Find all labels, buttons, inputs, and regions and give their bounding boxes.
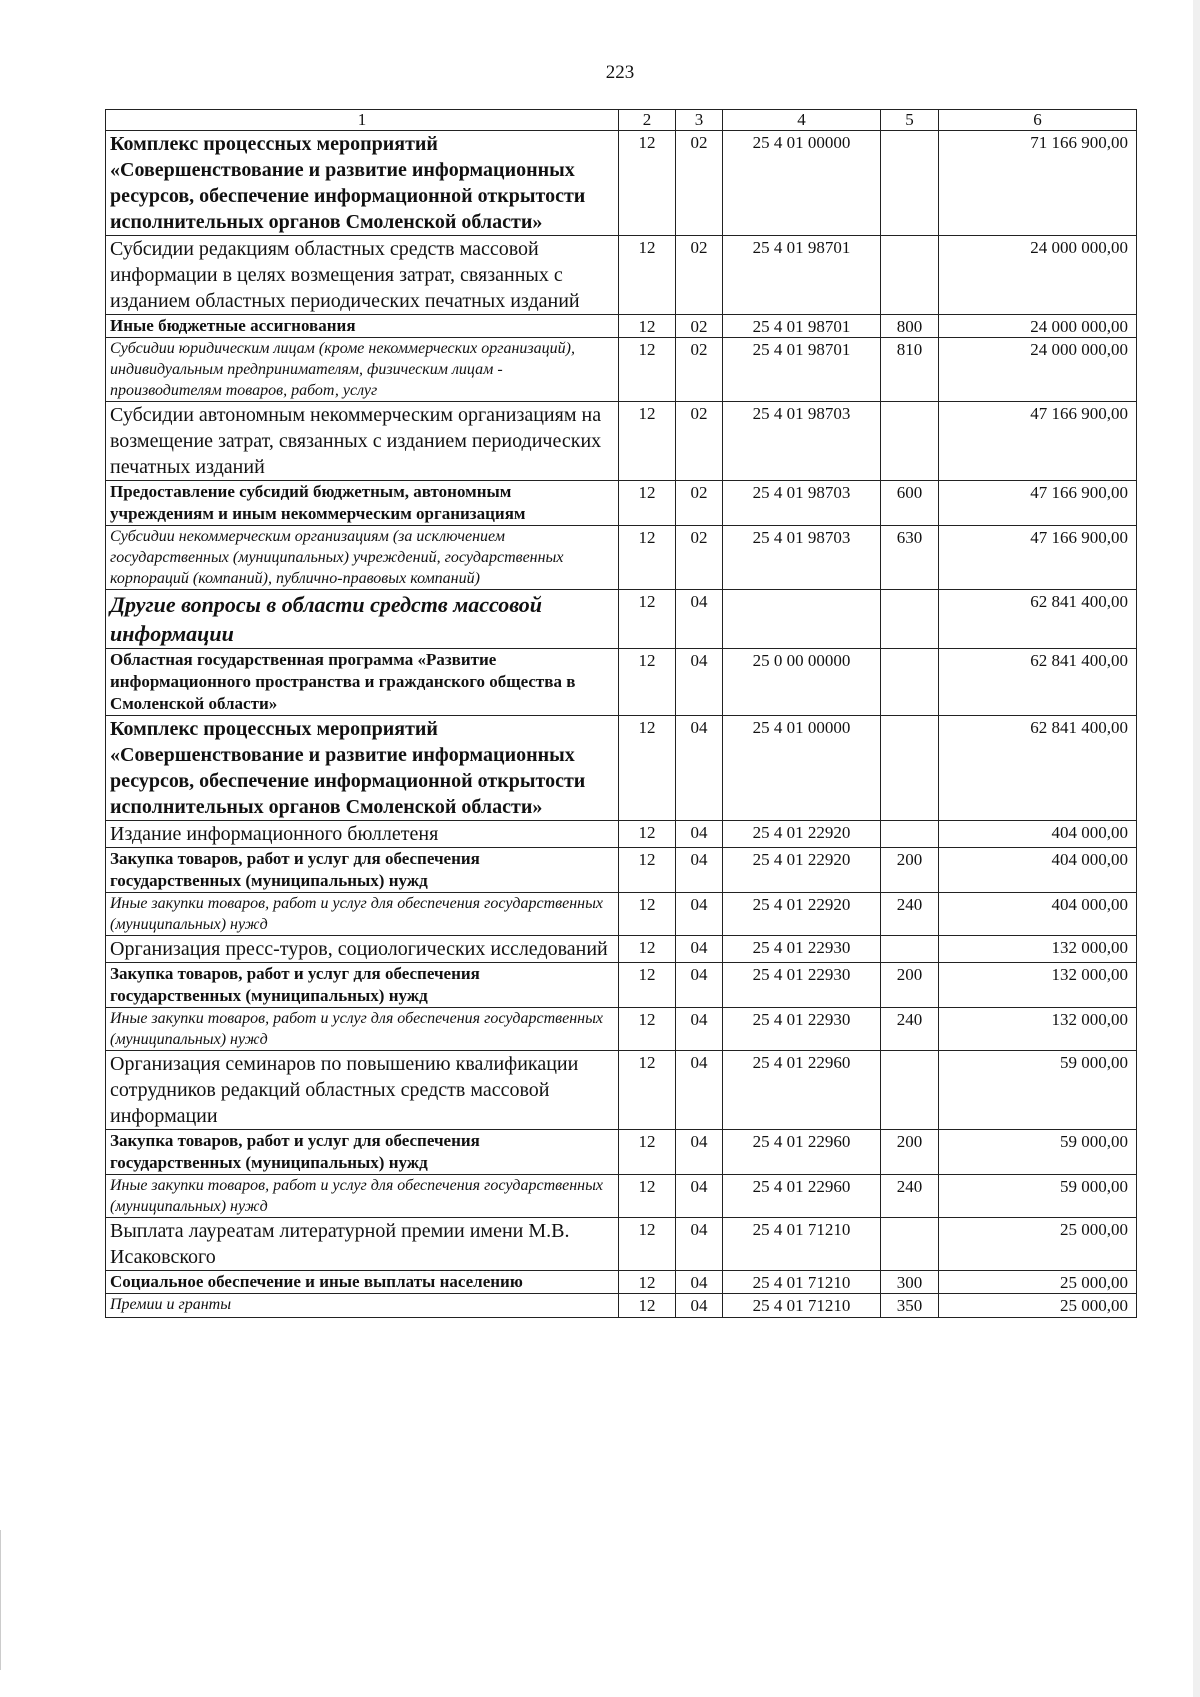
row-subsection: 04 [676,1294,723,1317]
row-amount: 25 000,00 [939,1218,1137,1271]
row-expense-type: 350 [881,1294,939,1317]
row-target-code: 25 4 01 98703 [723,526,881,590]
row-target-code: 25 4 01 22960 [723,1130,881,1175]
row-expense-type [881,236,939,315]
row-target-code: 25 4 01 71210 [723,1271,881,1294]
row-subsection: 02 [676,338,723,402]
row-expense-type [881,590,939,649]
row-name: Субсидии некоммерческим организациям (за исключением государственных (муниципальных) учреждений, государственных корпораций (компаний), публично-правовых компаний) [106,526,619,590]
row-subsection: 04 [676,848,723,893]
row-name: Социальное обеспечение и иные выплаты населению [106,1271,619,1294]
row-section: 12 [619,526,676,590]
row-name: Областная государственная программа «Развитие информационного пространства и гражданского общества в Смоленской области» [106,649,619,716]
row-section: 12 [619,402,676,481]
page-number: 223 [605,62,635,83]
row-section: 12 [619,821,676,848]
row-amount: 47 166 900,00 [939,402,1137,481]
row-amount: 62 841 400,00 [939,649,1137,716]
row-target-code: 25 4 01 22960 [723,1051,881,1130]
row-section: 12 [619,1218,676,1271]
table-row [106,1175,1137,1218]
row-target-code: 25 4 01 98701 [723,315,881,338]
row-expense-type [881,1051,939,1130]
row-target-code: 25 4 01 98701 [723,338,881,402]
row-target-code: 25 4 01 00000 [723,716,881,821]
row-target-code: 25 0 00 00000 [723,649,881,716]
table-row [106,963,1137,1008]
row-subsection: 04 [676,590,723,649]
row-amount: 404 000,00 [939,893,1137,936]
table-row [106,526,1137,590]
row-expense-type: 800 [881,315,939,338]
table-row [106,481,1137,526]
row-target-code: 25 4 01 22920 [723,848,881,893]
row-subsection: 02 [676,402,723,481]
table-row [106,716,1137,821]
row-amount: 59 000,00 [939,1175,1137,1218]
row-name: Иные закупки товаров, работ и услуг для обеспечения государственных (муниципальных) нужд [106,893,619,936]
row-target-code: 25 4 01 22920 [723,821,881,848]
row-section: 12 [619,848,676,893]
row-target-code: 25 4 01 22960 [723,1175,881,1218]
row-subsection: 04 [676,1271,723,1294]
row-section: 12 [619,131,676,236]
row-amount: 47 166 900,00 [939,481,1137,526]
row-expense-type: 600 [881,481,939,526]
row-amount: 132 000,00 [939,1008,1137,1051]
row-name: Предоставление субсидий бюджетным, автономным учреждениям и иным некоммерческим организациям [106,481,619,526]
table-row [106,590,1137,649]
row-section: 12 [619,716,676,821]
row-subsection: 04 [676,1175,723,1218]
row-expense-type: 200 [881,848,939,893]
row-target-code: 25 4 01 22920 [723,893,881,936]
row-name: Другие вопросы в области средств массовой информации [106,590,619,649]
row-name: Субсидии юридическим лицам (кроме некоммерческих организаций), индивидуальным предпринимателям, физическим лицам - производителям товаров, работ, услуг [106,338,619,402]
row-name: Субсидии автономным некоммерческим организациям на возмещение затрат, связанных с изданием периодических печатных изданий [106,402,619,481]
row-subsection: 04 [676,893,723,936]
row-expense-type: 240 [881,893,939,936]
header-cell: 1 [106,110,619,131]
row-target-code: 25 4 01 22930 [723,936,881,963]
row-subsection: 04 [676,936,723,963]
row-amount: 24 000 000,00 [939,315,1137,338]
row-amount: 59 000,00 [939,1051,1137,1130]
table-row [106,1294,1137,1317]
table-row [106,936,1137,963]
row-amount: 25 000,00 [939,1294,1137,1317]
header-cell: 5 [881,110,939,131]
row-expense-type [881,821,939,848]
row-expense-type: 810 [881,338,939,402]
row-expense-type: 240 [881,1175,939,1218]
row-name: Закупка товаров, работ и услуг для обеспечения государственных (муниципальных) нужд [106,1130,619,1175]
row-expense-type [881,131,939,236]
row-amount: 62 841 400,00 [939,590,1137,649]
row-subsection: 04 [676,649,723,716]
table-row [106,315,1137,338]
row-name: Организация пресс-туров, социологических исследований [106,936,619,963]
row-section: 12 [619,649,676,716]
row-target-code: 25 4 01 71210 [723,1294,881,1317]
row-name: Организация семинаров по повышению квалификации сотрудников редакций областных средств массовой информации [106,1051,619,1130]
table-row [106,1008,1137,1051]
row-section: 12 [619,236,676,315]
table-row [106,848,1137,893]
table-row [106,1051,1137,1130]
row-name: Премии и гранты [106,1294,619,1317]
row-section: 12 [619,893,676,936]
row-section: 12 [619,481,676,526]
row-name: Выплата лауреатам литературной премии имени М.В. Исаковского [106,1218,619,1271]
table-row [106,1218,1137,1271]
row-subsection: 04 [676,1008,723,1051]
row-expense-type [881,1218,939,1271]
row-expense-type [881,716,939,821]
budget-table [105,109,1137,1318]
row-expense-type: 200 [881,963,939,1008]
row-section: 12 [619,1051,676,1130]
row-name: Субсидии редакциям областных средств массовой информации в целях возмещения затрат, связанных с изданием областных периодических печатных изданий [106,236,619,315]
row-subsection: 02 [676,526,723,590]
row-subsection: 02 [676,315,723,338]
row-expense-type: 200 [881,1130,939,1175]
row-subsection: 02 [676,131,723,236]
table-row [106,649,1137,716]
scan-edge-left [0,1530,1,1670]
table-row [106,131,1137,236]
row-section: 12 [619,590,676,649]
row-name: Иные бюджетные ассигнования [106,315,619,338]
row-subsection: 02 [676,236,723,315]
table-row [106,1130,1137,1175]
row-amount: 404 000,00 [939,821,1137,848]
row-section: 12 [619,338,676,402]
table-row [106,821,1137,848]
row-amount: 25 000,00 [939,1271,1137,1294]
row-target-code: 25 4 01 98703 [723,402,881,481]
row-target-code: 25 4 01 22930 [723,963,881,1008]
row-expense-type [881,402,939,481]
row-section: 12 [619,963,676,1008]
row-section: 12 [619,1294,676,1317]
row-subsection: 04 [676,716,723,821]
table-row [106,893,1137,936]
row-expense-type [881,649,939,716]
header-cell: 3 [676,110,723,131]
row-subsection: 04 [676,1051,723,1130]
row-amount: 404 000,00 [939,848,1137,893]
row-name: Иные закупки товаров, работ и услуг для обеспечения государственных (муниципальных) нужд [106,1175,619,1218]
header-row [106,110,1137,131]
row-section: 12 [619,315,676,338]
row-target-code: 25 4 01 98703 [723,481,881,526]
header-cell: 6 [939,110,1137,131]
row-amount: 24 000 000,00 [939,236,1137,315]
row-section: 12 [619,1008,676,1051]
row-amount: 47 166 900,00 [939,526,1137,590]
row-section: 12 [619,1271,676,1294]
row-target-code: 25 4 01 22930 [723,1008,881,1051]
header-cell: 4 [723,110,881,131]
row-amount: 71 166 900,00 [939,131,1137,236]
row-target-code: 25 4 01 00000 [723,131,881,236]
row-expense-type: 240 [881,1008,939,1051]
row-subsection: 04 [676,963,723,1008]
row-name: Закупка товаров, работ и услуг для обеспечения государственных (муниципальных) нужд [106,848,619,893]
row-subsection: 02 [676,481,723,526]
row-subsection: 04 [676,821,723,848]
row-name: Комплекс процессных мероприятий «Совершенствование и развитие информационных ресурсов, обеспечение информационной открытости исполнительных органов Смоленской области» [106,131,619,236]
row-section: 12 [619,936,676,963]
row-section: 12 [619,1130,676,1175]
row-amount: 24 000 000,00 [939,338,1137,402]
row-expense-type: 630 [881,526,939,590]
row-section: 12 [619,1175,676,1218]
row-name: Иные закупки товаров, работ и услуг для обеспечения государственных (муниципальных) нужд [106,1008,619,1051]
table-row [106,402,1137,481]
row-amount: 132 000,00 [939,936,1137,963]
table-row [106,1271,1137,1294]
table-row [106,236,1137,315]
row-target-code: 25 4 01 98701 [723,236,881,315]
row-amount: 62 841 400,00 [939,716,1137,821]
row-name: Комплекс процессных мероприятий «Совершенствование и развитие информационных ресурсов, обеспечение информационной открытости исполнительных органов Смоленской области» [106,716,619,821]
scan-edge-right [1193,0,1200,1697]
row-subsection: 04 [676,1130,723,1175]
row-expense-type [881,936,939,963]
row-target-code: 25 4 01 71210 [723,1218,881,1271]
table-row [106,338,1137,402]
row-target-code [723,590,881,649]
row-amount: 132 000,00 [939,963,1137,1008]
row-amount: 59 000,00 [939,1130,1137,1175]
row-name: Издание информационного бюллетеня [106,821,619,848]
row-subsection: 04 [676,1218,723,1271]
header-cell: 2 [619,110,676,131]
row-expense-type: 300 [881,1271,939,1294]
row-name: Закупка товаров, работ и услуг для обеспечения государственных (муниципальных) нужд [106,963,619,1008]
